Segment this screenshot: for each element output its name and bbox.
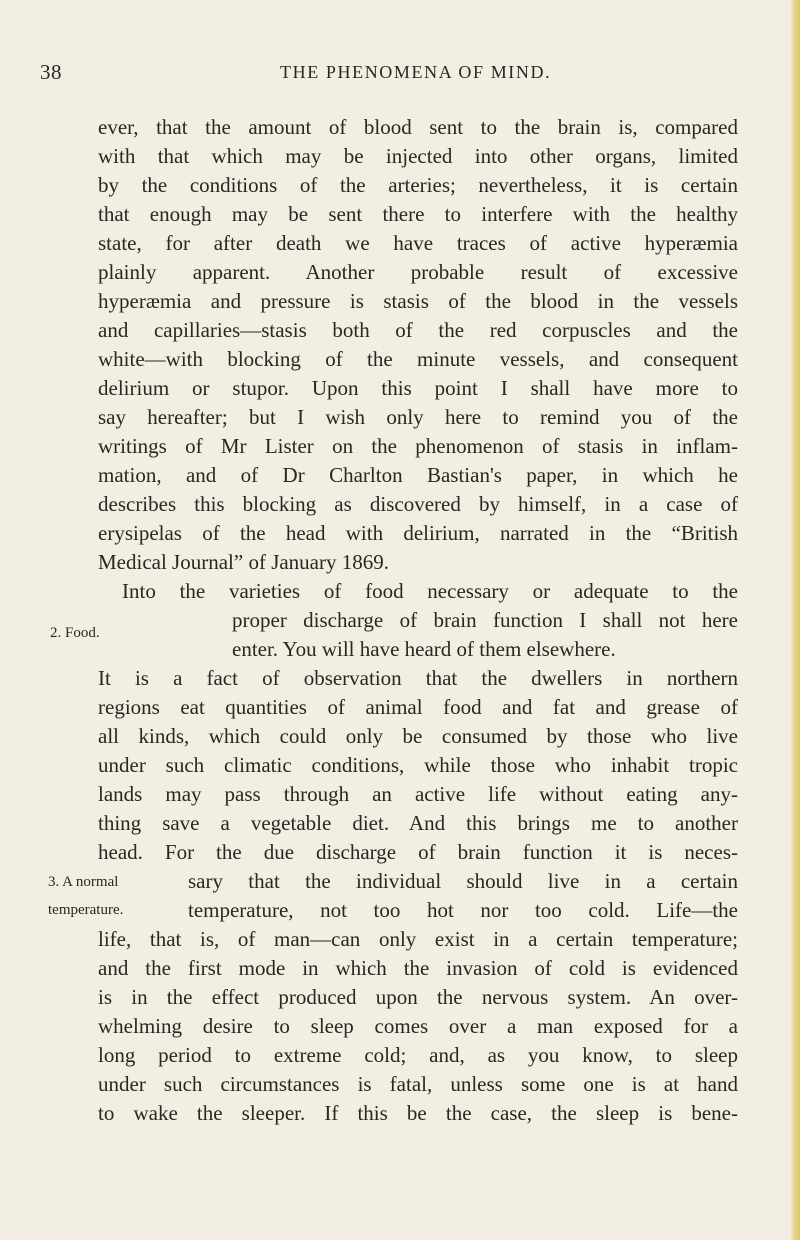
text-line: long period to extreme cold; and, as you know, to sleep [98,1043,738,1067]
text-line: and the first mode in which the invasion of cold is evidenced [98,956,738,980]
text-line: It is a fact of observation that the dwellers in northern [98,666,738,690]
running-head: THE PHENOMENA OF MIND. [280,62,552,82]
text-line: under such climatic conditions, while those who inhabit tropic [98,753,738,777]
text-line: plainly apparent. Another probable result of excessive [98,260,738,284]
text-line: by the conditions of the arteries; nevertheless, it is certain [98,173,738,197]
text-line: state, for after death we have traces of active hyperæmia [98,231,738,255]
page-number: 38 [40,60,62,84]
margin-note-temperature-2: temperature. [48,902,124,918]
text-line: that enough may be sent there to interfere with the healthy [98,202,738,226]
text-line: enter. You will have heard of them elsewhere. [232,637,616,661]
text-line: and capillaries—stasis both of the red corpuscles and the [98,318,738,342]
text-line: thing save a vegetable diet. And this brings me to another [98,811,738,835]
text-line: to wake the sleeper. If this be the case, the sleep is bene- [98,1101,738,1125]
text-line: say hereafter; but I wish only here to remind you of the [98,405,738,429]
text-line: Medical Journal” of January 1869. [98,550,389,574]
text-line: mation, and of Dr Charlton Bastian's paper, in which he [98,463,738,487]
text-line: writings of Mr Lister on the phenomenon of stasis in inflam- [98,434,738,458]
text-line: regions eat quantities of animal food and fat and grease of [98,695,738,719]
text-line: Into the varieties of food necessary or adequate to the [122,579,738,603]
text-line: is in the effect produced upon the nervous system. An over- [98,985,738,1009]
text-line: with that which may be injected into other organs, limited [98,144,738,168]
text-line: white—with blocking of the minute vessels, and consequent [98,347,738,371]
text-line: all kinds, which could only be consumed by those who live [98,724,738,748]
text-line: hyperæmia and pressure is stasis of the blood in the vessels [98,289,738,313]
margin-note-food: 2. Food. [50,625,100,641]
text-line: ever, that the amount of blood sent to the brain is, compared [98,115,738,139]
text-line: head. For the due discharge of brain function it is neces- [98,840,738,864]
text-line: sary that the individual should live in a certain [188,869,738,893]
text-line: under such circumstances is fatal, unless some one is at hand [98,1072,738,1096]
text-line: delirium or stupor. Upon this point I shall have more to [98,376,738,400]
text-line: temperature, not too hot nor too cold. Life—the [188,898,738,922]
text-line: life, that is, of man—can only exist in a certain temperature; [98,927,738,951]
text-line: erysipelas of the head with delirium, narrated in the “British [98,521,738,545]
margin-note-temperature: 3. A normal [48,874,119,890]
page-header [40,60,740,90]
text-line: lands may pass through an active life without eating any- [98,782,738,806]
page-edge [790,0,800,1240]
text-line: whelming desire to sleep comes over a man exposed for a [98,1014,738,1038]
text-line: describes this blocking as discovered by himself, in a case of [98,492,738,516]
text-line: proper discharge of brain function I shall not here [232,608,738,632]
